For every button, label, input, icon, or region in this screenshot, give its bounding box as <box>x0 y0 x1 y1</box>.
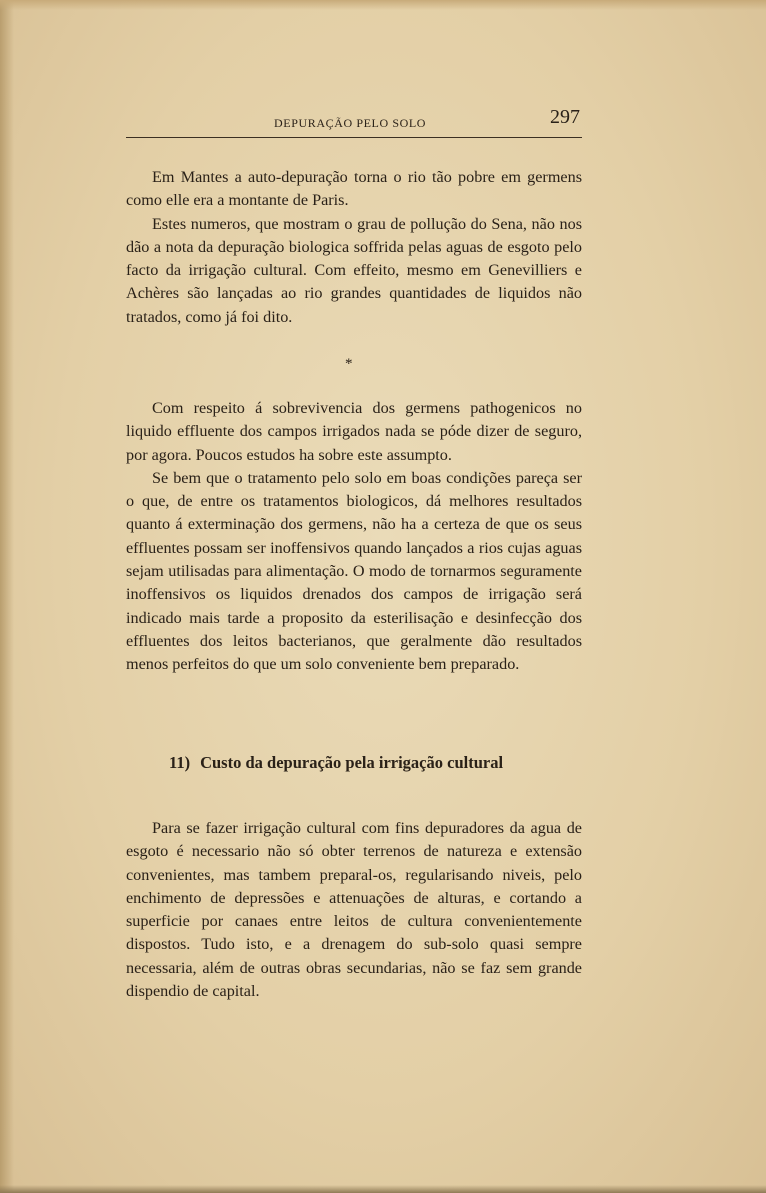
section-title: Custo da depuração pela irrigação cultural <box>200 753 504 772</box>
page-left-edge-shadow <box>0 0 14 1193</box>
running-title: DEPURAÇÃO PELO SOLO <box>274 116 427 130</box>
page-top-edge-shadow <box>0 0 766 10</box>
paragraph: Para se fazer irrigação cultural com fins depuradores da agua de esgoto é necessario não só obter terrenos de natureza e extensão convenientes, mas tambem preparal-os, regularisando niveis, pelo enchimento de depressões e attenuações de alturas, e cortando a superficie por canaes entre leitos de cultura convenientemente dispostos. Tudo isto, e a drenagem do sub-solo quasi sempre necessaria, além de outras obras secundarias, não se faz sem grande dispendio de capital. <box>126 819 582 1001</box>
running-head <box>126 104 582 138</box>
section-heading <box>169 753 503 773</box>
paragraph: Se bem que o tratamento pelo solo em boas condições pareça ser o que, de entre os tratamentos biologicos, dá melhores resultados quanto á exterminação dos germens, não ha a certeza de que os seus effluentes possam ser inoffensivos quando lançados a rios cujas aguas sejam utilisadas para alimentação. O modo de tornarmos seguramente inoffensivos os liquidos drenados dos campos de irrigação será indicado mais tarde a proposito da esterilisação e desinfecção dos effluentes dos leitos bacterianos, que geralmente dão resultados menos perfeitos do que um solo conveniente bem preparado. <box>126 468 582 674</box>
section-number: 11) <box>169 753 191 772</box>
page-bottom-edge-shadow <box>0 1185 766 1193</box>
text-block-mantes <box>126 166 582 329</box>
asterisk-separator: * <box>345 356 353 372</box>
text-block-irrigation-cost <box>126 817 582 1003</box>
page-number: 297 <box>550 106 580 128</box>
header-rule <box>126 137 582 138</box>
paragraph: Em Mantes a auto-depuração torna o rio tão pobre em germens como elle era a montante de Paris. <box>126 168 582 210</box>
text-block-pathogenic-germs <box>126 397 582 677</box>
paragraph: Estes numeros, que mostram o grau de pollução do Sena, não nos dão a nota da depuração biologica soffrida pelas aguas de esgoto pelo facto da irrigação cultural. Com effeito, mesmo em Genevilliers e Achères são lançadas ao rio grandes quantidades de liquidos não tratados, como já foi dito. <box>126 214 582 326</box>
paragraph: Com respeito á sobrevivencia dos germens pathogenicos no liquido effluente dos campos irrigados nada se póde dizer de seguro, por agora. Poucos estudos ha sobre este assumpto. <box>126 399 582 464</box>
